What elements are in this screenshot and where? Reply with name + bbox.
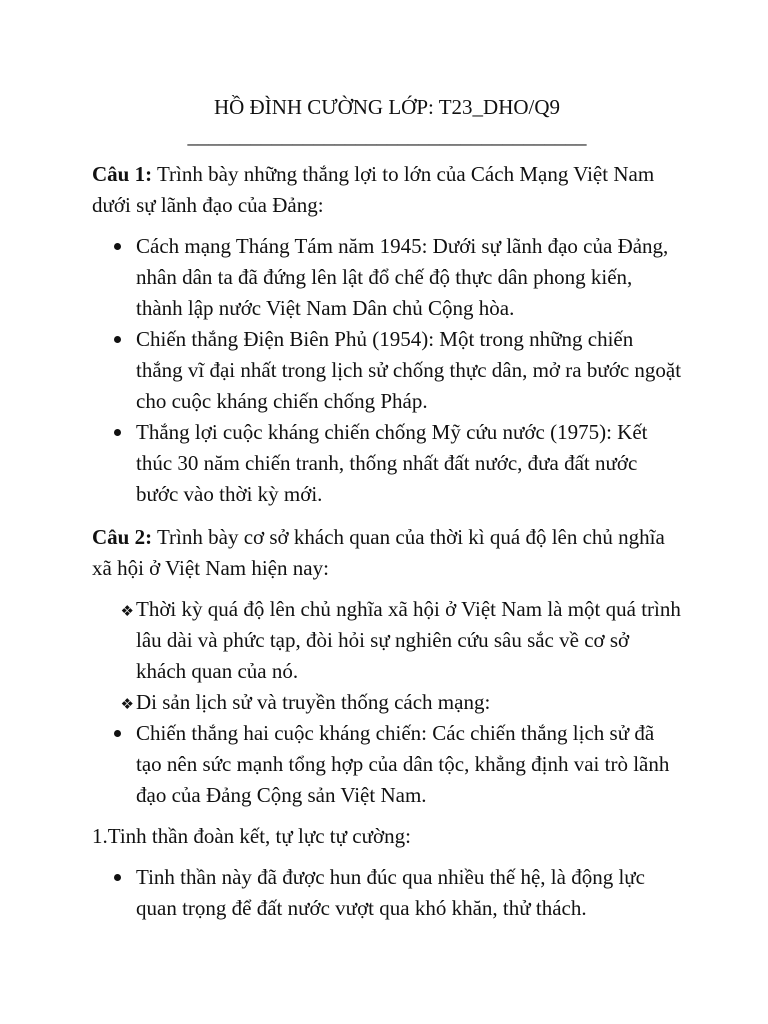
list-item-text: Thời kỳ quá độ lên chủ nghĩa xã hội ở Việt Nam là một quá trình lâu dài và phức tạp, đòi hỏi sự nghiên cứu sâu sắc về cơ sở khách quan của nó. xyxy=(136,597,681,683)
list-item-text: Thắng lợi cuộc kháng chiến chống Mỹ cứu nước (1975): Kết thúc 30 năm chiến tranh, thống nhất đất nước, đưa đất nước bước vào thời kỳ mới. xyxy=(136,420,648,506)
bullet-icon xyxy=(92,324,136,355)
bullet-icon xyxy=(92,718,136,749)
list-item xyxy=(92,231,682,324)
bullet-icon xyxy=(92,417,136,448)
question-2-list xyxy=(92,594,682,811)
list-item-text: Chiến thắng Điện Biên Phủ (1954): Một trong những chiến thắng vĩ đại nhất trong lịch sử chống thực dân, mở ra bước ngoặt cho cuộc kháng chiến chống Pháp. xyxy=(136,327,682,413)
diamond-bullet-icon: ❖ xyxy=(120,695,134,713)
list-item-text: Tinh thần này đã được hun đúc qua nhiều thế hệ, là động lực quan trọng để đất nước vượt qua khó khăn, thử thách. xyxy=(136,865,645,920)
bullet-icon xyxy=(92,862,136,893)
list-item xyxy=(92,594,682,687)
question-1-list xyxy=(92,231,682,510)
question-1-text: Trình bày những thắng lợi to lớn của Cách Mạng Việt Nam dưới sự lãnh đạo của Đảng: xyxy=(92,162,655,217)
list-item xyxy=(92,718,682,811)
list-item-text: Di sản lịch sử và truyền thống cách mạng: xyxy=(136,690,491,714)
list-item-text: Chiến thắng hai cuộc kháng chiến: Các chiến thắng lịch sử đã tạo nên sức mạnh tổng hợp của dân tộc, khẳng định vai trò lãnh đạo của Đảng Cộng sản Việt Nam. xyxy=(136,721,670,807)
title-underline: ______________________________________ xyxy=(187,124,587,148)
question-2-label: Câu 2: xyxy=(92,525,153,549)
question-2 xyxy=(92,522,682,584)
question-2-text: Trình bày cơ sở khách quan của thời kì quá độ lên chủ nghĩa xã hội ở Việt Nam hiện nay: xyxy=(92,525,665,580)
list-item xyxy=(92,687,682,718)
question-1 xyxy=(92,159,682,221)
diamond-bullet-icon: ❖ xyxy=(120,602,134,620)
section-heading: 1.Tinh thần đoàn kết, tự lực tự cường: xyxy=(92,824,411,848)
document-page xyxy=(92,92,682,924)
document-title: HỒ ĐÌNH CƯỜNG LỚP: T23_DHO/Q9 xyxy=(213,95,561,119)
list-item xyxy=(92,417,682,510)
section-1-list xyxy=(92,862,682,924)
question-1-label: Câu 1: xyxy=(92,162,153,186)
list-item-text: Cách mạng Tháng Tám năm 1945: Dưới sự lãnh đạo của Đảng, nhân dân ta đã đứng lên lật đổ chế độ thực dân phong kiến, thành lập nước Việt Nam Dân chủ Cộng hòa. xyxy=(136,234,669,320)
list-item xyxy=(92,862,682,924)
list-item xyxy=(92,324,682,417)
bullet-icon xyxy=(92,231,136,262)
